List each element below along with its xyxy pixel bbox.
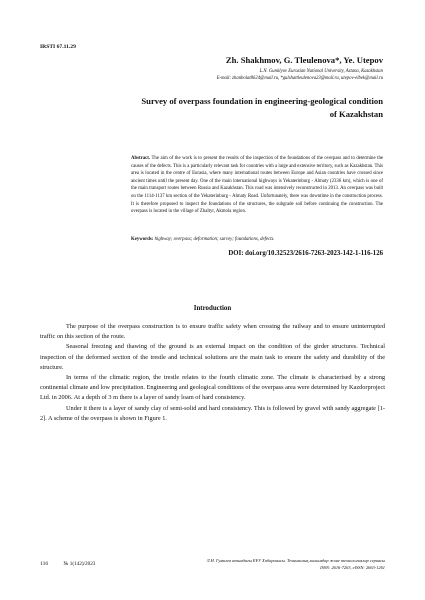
paper-title-line-1: Survey of overpass foundation in engineering-geological condition	[141, 96, 383, 106]
footer-journal	[207, 557, 385, 571]
irsti-code: IRSTI 67.11.29	[40, 44, 76, 50]
page-number: 116	[40, 561, 49, 567]
doi-link[interactable]: DOI: doi.org/10.32523/2616-7263-2023-142-1-116-126	[228, 250, 383, 257]
abstract-label: Abstract.	[131, 156, 151, 161]
keywords-text: highway; overpass; deformation; survey; foundations, defects.	[154, 237, 275, 242]
introduction-heading: Introduction	[193, 305, 232, 312]
abstract-text: The aim of the work is to present the results of the inspection of the foundations of the overpass and to determine the causes of the defects. This is a particularly relevant task for countries with a large and extensive territory, such as Kazakhstan. This area is located in the centre of Eurasia, where many international routes between Europe and Asian countries have crossed since ancient times until the present day. One of the main international highways is Yekaterinburg - Almaty (2336 km), which is one of the main transport routes between Russia and Kazakhstan. This road was intensively reconstructed in 2013. An overpass was built on the 1114-1137 km section of the Yekaterinburg - Almaty Road. Unfortunately, there was downtime in the construction process. It is therefore proposed to inspect the foundations of the structures, the subgrade soil before continuing the construction. The overpass is located in the village of Zhaltyr, Akmola region.	[131, 156, 383, 215]
abstract	[131, 155, 383, 216]
authors: Zh. Shakhmov, G. Tleulenova*, Ye. Utepov	[225, 55, 383, 65]
keywords	[131, 236, 383, 243]
author-emails: E-mail: zhanbolat8624@mail.ru, *gulshattleulenova23@mail.ru, utepov-elbek@mail.ru	[216, 76, 383, 81]
issue-number: № 1(142)/2023	[63, 561, 96, 567]
paper-title	[113, 95, 383, 121]
introduction-body	[40, 322, 385, 424]
paragraph: The purpose of the overpass construction is to ensure traffic safety when crossing the railway and to ensure uninterrupted traffic on this section of the route.	[40, 323, 385, 341]
paragraph: Seasonal freezing and thawing of the ground is an external impact on the condition of the girder structures. Technical inspection of the deformed section of the trestle and technical solutions are the main task to ensure the safety and durability of the structure.	[40, 343, 385, 371]
affiliation: L.N. Gumilyov Eurasian National University, Astana, Kazakhstan	[259, 69, 383, 74]
paragraph: In terms of the climatic region, the trestle relates to the fourth climatic zone. The climate is characterised by a strong continental climate and low precipitation. Engineering and geological conditions of the overpass area were determined by Kazdorproject Ltd. in 2006. At a depth of 3 m there is a layer of sandy loam of hard consistency.	[40, 374, 385, 402]
paper-title-line-2: of Kazakhstan	[329, 109, 383, 119]
journal-name: Л.Н. Гумилев атындағы ЕҰУ Хабаршысы. Техникалық ғылымдар және технологиялар сериясы	[206, 558, 385, 563]
paragraph: Under it there is a layer of sandy clay of semi-solid and hard consistency. This is followed by gravel with sandy aggregate [1-2]. A scheme of the overpass is shown in Figure 1.	[40, 404, 385, 422]
footer-left	[40, 561, 95, 567]
keywords-label: Keywords:	[131, 237, 154, 242]
journal-issn: ISSN: 2616-7263, eISSN: 2663-1261	[320, 565, 385, 570]
